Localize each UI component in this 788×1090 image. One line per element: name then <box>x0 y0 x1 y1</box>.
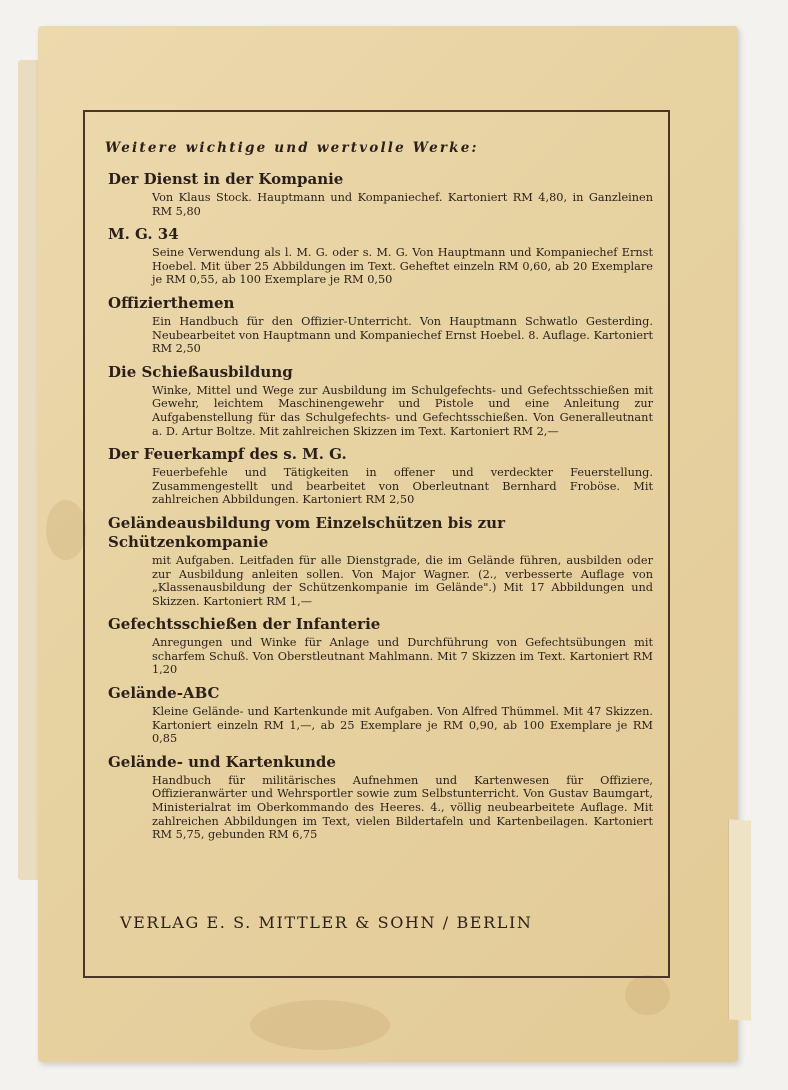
book-description: Winke, Mittel und Wege zur Ausbildung im Schulgefechts- und Gefechtsschießen mit Gewehr, leichtem Maschinengewehr und Pistole und eine Anleitung zur Aufgabenstellung für das Schulgefechts- und Gefechtsschießen. Von Generalleutnant a. D. Artur Boltze. Mit zahlreichen Skizzen im Text. Kartoniert RM 2,— <box>152 383 653 438</box>
book-description: Feuerbefehle und Tätigkeiten in offener und verdeckter Feuerstellung. Zusammengestellt und bearbeitet von Oberleutnant Bernhard Froböse. Mit zahlreichen Abbildungen. Kartoniert RM 2,50 <box>152 466 653 507</box>
list-item <box>105 445 653 507</box>
list-item <box>105 170 653 218</box>
book-description: Anregungen und Winke für Anlage und Durchführung von Gefechtsübungen mit scharfem Schuß. Von Oberstleutnant Mahlmann. Mit 7 Skizzen im Text. Kartoniert RM 1,20 <box>152 636 653 677</box>
book-title: Gefechtsschießen der Infanterie <box>108 615 381 634</box>
list-item <box>105 294 653 356</box>
book-description: Seine Verwendung als l. M. G. oder s. M. G. Von Hauptmann und Kompaniechef Ernst Hoebel. Mit über 25 Abbildungen im Text. Geheftet einzeln RM 0,60, ab 20 Exemplare je RM 0,55, ab 100 Exemplare je RM 0,50 <box>152 246 653 287</box>
book-title: Die Schießausbildung <box>108 362 293 381</box>
book-title: Der Dienst in der Kompanie <box>108 170 344 188</box>
book-description: Kleine Gelände- und Kartenkunde mit Aufgaben. Von Alfred Thümmel. Mit 47 Skizzen. Kartoniert einzeln RM 1,—, ab 25 Exemplare je RM 0,90, ab 100 Exemplare je RM 0,85 <box>152 705 653 746</box>
book-description: Handbuch für militärisches Aufnehmen und Kartenwesen für Offiziere, Offizieranwärter und Wehrsportler sowie zum Selbstunterricht. Von Gustav Baumgart, Ministerialrat im Oberkommando des Heeres. 4., völlig neubearbeitete Auflage. Mit zahlreichen Abbildungen im Text, vielen Bildertafeln und Kartenbeilagen. Kartoniert RM 5,75, gebunden RM 6,75 <box>152 773 653 842</box>
paper-stain <box>250 1000 390 1050</box>
book-description: Ein Handbuch für den Offizier-Unterricht. Von Hauptmann Schwatlo Gesterding. Neubearbeitet von Hauptmann und Kompaniechef Ernst Hoebel. 8. Auflage. Kartoniert RM 2,50 <box>152 314 653 356</box>
book-title: M. G. 34 <box>108 225 179 244</box>
book-title: Geländeausbildung vom Einzelschützen bis zur Schützenkompanie <box>108 513 505 551</box>
list-item <box>105 615 653 677</box>
list-heading: Weitere wichtige und wertvolle Werke: <box>105 140 479 156</box>
book-title: Offizierthemen <box>108 293 235 312</box>
list-item <box>105 225 653 287</box>
list-item <box>105 684 653 746</box>
list-item <box>105 514 653 608</box>
book-title: Gelände- und Kartenkunde <box>108 752 336 771</box>
paper-stain <box>46 500 86 560</box>
book-list <box>105 140 653 849</box>
book-description: mit Aufgaben. Leitfaden für alle Dienstgrade, die im Gelände führen, ausbilden oder zur Ausbildung anleiten sollen. Von Major Wagner. (2., verbesserte Auflage von „Klassenausbildung der Schützenkompanie im Gelände".) Mit 17 Abbildungen und Skizzen. Kartoniert RM 1,— <box>152 553 653 608</box>
book-title: Gelände-ABC <box>108 684 220 703</box>
publisher-imprint: VERLAG E. S. MITTLER & SOHN / BERLIN <box>120 913 533 932</box>
worn-page-edge <box>728 819 751 1021</box>
book-description: Von Klaus Stock. Hauptmann und Kompaniechef. Kartoniert RM 4,80, in Ganzleinen RM 5,80 <box>152 191 653 218</box>
book-title: Der Feuerkampf des s. M. G. <box>108 445 347 464</box>
list-item <box>105 363 653 438</box>
paper-stain <box>625 975 670 1015</box>
list-item <box>105 753 653 842</box>
